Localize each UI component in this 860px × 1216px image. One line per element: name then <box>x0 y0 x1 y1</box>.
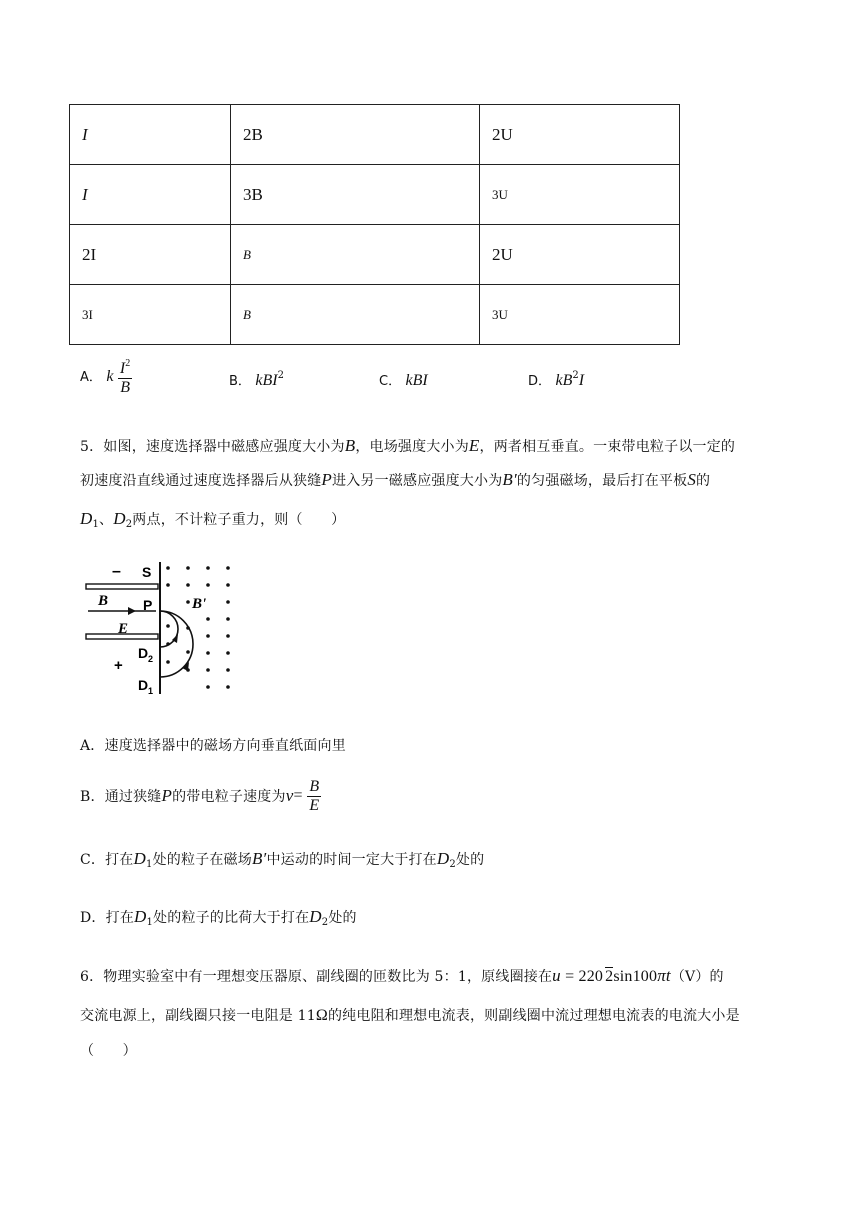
table-cell: B <box>231 225 480 285</box>
table-cell: 2B <box>231 105 480 165</box>
beam-arrowhead <box>128 607 136 615</box>
table-row <box>70 165 680 225</box>
table-cell: 3U <box>480 165 680 225</box>
mass-spectrometer-figure <box>82 558 252 702</box>
table-row <box>70 225 680 285</box>
d2-label: D <box>138 645 149 661</box>
table-cell: 2I <box>70 225 231 285</box>
q5-stem-line-2: 初速度沿直线通过速度选择器后从狭缝P进入另一磁感应强度大小为B′的匀强磁场，最后打在平板S的 <box>80 470 711 489</box>
q5-option-c[interactable]: C．打在$D_1$处的粒子在磁场B′中运动的时间一定大于打在$D_2$处的 <box>80 849 485 870</box>
q5-option-d[interactable]: D．打在$D_1$处的粒子的比荷大于打在$D_2$处的 <box>80 907 357 928</box>
q4-option-d[interactable]: D． $kB^2I$ <box>528 370 585 389</box>
table-cell: 2U <box>480 225 680 285</box>
q6-stem-line-2: 交流电源上，副线圈只接一电阻是 11Ω的纯电阻和理想电流表，则副线圈中流过理想电流表的电流大小是 <box>80 1007 740 1024</box>
sqrt: 2 <box>605 968 614 985</box>
p-label: P <box>143 597 153 613</box>
q4-option-c[interactable]: C． kBI <box>379 372 428 389</box>
s-label: S <box>142 564 152 580</box>
d1-sub: 1 <box>148 686 154 696</box>
table-cell: 3I <box>70 285 231 345</box>
table-row <box>70 285 680 345</box>
table-cell: 2U <box>480 105 680 165</box>
magnetic-field-dots <box>166 566 230 689</box>
table-row <box>70 105 680 165</box>
q6-stem-line-1: 6．物理实验室中有一理想变压器原、副线圈的匝数比为 5：1，原线圈接在u = 220 2sin100πt（V）的 <box>80 966 724 985</box>
q5-stem-line-1: 5．如图，速度选择器中磁感应强度大小为B，电场强度大小为E，两者相互垂直。一束带电粒子以一定的 <box>80 436 736 455</box>
b-prime-label: B' <box>192 596 207 612</box>
minus-label: – <box>112 563 121 580</box>
plus-label: + <box>114 657 123 674</box>
table-cell: 3U <box>480 285 680 345</box>
fraction: $\frac{I^2}{B}$ <box>119 358 131 396</box>
mass-spectrometer-diagram <box>82 558 252 698</box>
q5-stem-line-3: $D_1$、$D_2$两点，不计粒子重力，则（ ） <box>80 509 346 530</box>
q5-option-a[interactable]: A．速度选择器中的磁场方向垂直纸面向里 <box>80 738 346 754</box>
table-cell: I <box>70 105 231 165</box>
q5-option-b[interactable]: B．通过狭缝P的带电粒子速度为v= $\frac{B}{E}$ <box>80 778 320 814</box>
table-cell: I <box>70 165 231 225</box>
d2-sub: 2 <box>148 654 154 664</box>
table-cell: 3B <box>231 165 480 225</box>
b-label: B <box>98 593 109 609</box>
top-plate <box>86 584 158 589</box>
table-cell: B <box>231 285 480 345</box>
q4-option-b[interactable]: B． kBI$^2$ <box>229 370 284 389</box>
e-label: E <box>118 621 129 637</box>
q4-option-a[interactable]: A． k $\frac{I^2}{B}$ <box>80 358 131 396</box>
fraction: $\frac{B}{E}$ <box>309 778 320 814</box>
q6-stem-line-3: （ ） <box>80 1043 137 1059</box>
data-table <box>69 104 680 345</box>
d1-label: D <box>138 677 149 693</box>
